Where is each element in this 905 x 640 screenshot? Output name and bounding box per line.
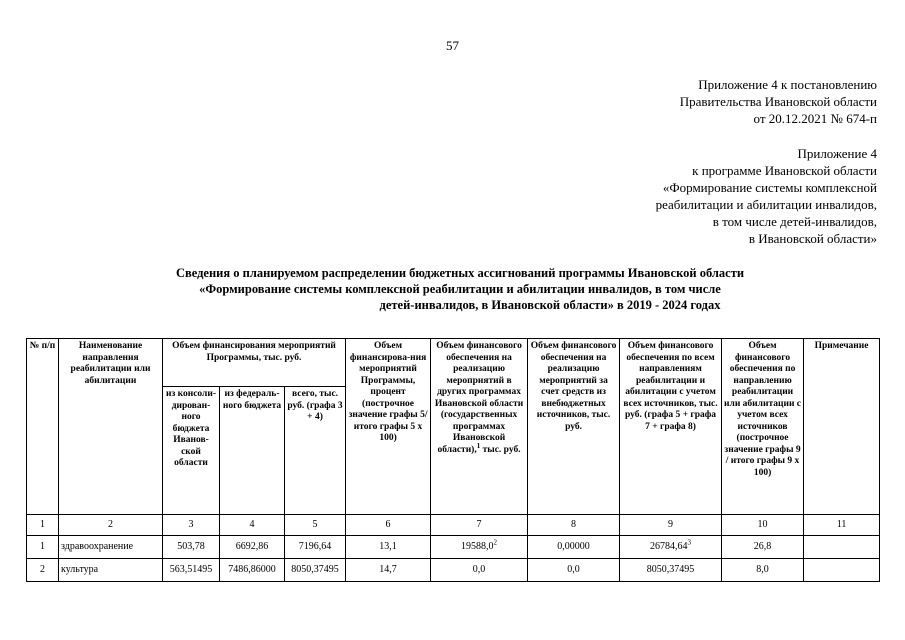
row-other-value: 19588,0: [461, 541, 494, 553]
appendix-decree-block: [680, 76, 877, 127]
row-percent: 13,1: [346, 536, 431, 559]
row-offbudget: 0,00000: [528, 536, 620, 559]
column-number: 5: [285, 515, 346, 536]
row-note: [804, 536, 880, 559]
row-note: [804, 559, 880, 582]
column-number: 9: [620, 515, 722, 536]
budget-allocation-table: [26, 338, 880, 582]
appendix-program-line: в том числе детей-инвалидов,: [712, 214, 877, 229]
row-regional: 503,78: [163, 536, 220, 559]
column-number: 6: [346, 515, 431, 536]
header-funding-group: Объем финансирования мероприятий Программы, тыс. руб.: [163, 339, 346, 387]
header-direction: Наименование направления реабилитации или абилитации: [59, 339, 163, 515]
footnote-marker: 3: [687, 538, 692, 547]
page-number: 57: [446, 38, 459, 53]
column-number: 10: [722, 515, 804, 536]
row-other-programs: [431, 536, 528, 559]
column-number: 7: [431, 515, 528, 536]
header-note: Примечание: [804, 339, 880, 515]
header-federal: из федераль-ного бюджета: [220, 387, 285, 515]
row-regional: 563,51495: [163, 559, 220, 582]
appendix-program-block: [656, 145, 877, 247]
column-number-row: [27, 515, 880, 536]
table-row: [27, 559, 880, 582]
row-percent: 14,7: [346, 559, 431, 582]
header-other-programs-text: Объем финансового обеспечения на реализацию мероприятий в других программах Ивановской области (государственных программах Ивановской области),: [434, 341, 524, 455]
header-other-programs-unit: тыс. руб.: [480, 444, 521, 455]
title-line: Сведения о планируемом распределении бюджетных ассигнований программы Ивановской области: [175, 266, 745, 280]
row-federal: 6692,86: [220, 536, 285, 559]
title-line: «Формирование системы комплексной реабилитации и абилитации инвалидов, в том числе: [199, 282, 721, 296]
column-number: 11: [804, 515, 880, 536]
appendix-program-line: «Формирование системы комплексной: [662, 180, 877, 195]
row-direction-name: культура: [59, 559, 163, 582]
row-all-value: 8050,37495: [646, 564, 695, 576]
column-number: 4: [220, 515, 285, 536]
row-all-value: 26784,64: [650, 541, 688, 553]
appendix-program-line: реабилитации и абилитации инвалидов,: [655, 197, 877, 212]
column-number: 2: [59, 515, 163, 536]
row-all-directions: [620, 559, 722, 582]
appendix-program-line: к программе Ивановской области: [692, 163, 877, 178]
column-number: 1: [27, 515, 59, 536]
header-direction-share: Объем финансового обеспечения по направлению реабилитации или абилитации с учетом всех источников (построчное значение графы 9 / итого графы 9 х 100): [722, 339, 804, 515]
title-line: детей-инвалидов, в Ивановской области» в 2019 - 2024 годах: [379, 298, 721, 312]
row-other-programs: [431, 559, 528, 582]
row-all-directions: [620, 536, 722, 559]
row-total: 8050,37495: [285, 559, 346, 582]
column-number: 3: [163, 515, 220, 536]
row-other-value: 0,0: [472, 564, 486, 576]
row-total: 7196,64: [285, 536, 346, 559]
appendix-program-line: в Ивановской области»: [748, 231, 877, 246]
row-direction-name: здравоохранение: [59, 536, 163, 559]
footnote-marker: 1: [476, 441, 481, 450]
row-num: 1: [27, 536, 59, 559]
appendix-decree-line: Приложение 4 к постановлению: [698, 77, 877, 92]
appendix-decree-line: Правительства Ивановской области: [679, 94, 877, 109]
column-number: 8: [528, 515, 620, 536]
table-row: [27, 536, 880, 559]
header-percent: Объем финансирова-ния мероприятий Программы, процент (построчное значение графы 5/итого графы 5 х 100): [346, 339, 431, 515]
footnote-marker: 2: [493, 538, 498, 547]
header-offbudget: Объем финансового обеспечения на реализацию мероприятий за счет средств из внебюджетных источников, тыс. руб.: [528, 339, 620, 515]
header-other-programs: [431, 339, 528, 515]
appendix-decree-line: от 20.12.2021 № 674-п: [753, 111, 877, 126]
row-offbudget: 0,0: [528, 559, 620, 582]
row-share: 26,8: [722, 536, 804, 559]
header-num: № п/п: [27, 339, 59, 515]
document-title: [90, 265, 830, 313]
appendix-program-line: Приложение 4: [797, 146, 877, 161]
row-federal: 7486,86000: [220, 559, 285, 582]
header-total: всего, тыс. руб. (графа 3 + 4): [285, 387, 346, 515]
header-all-directions: Объем финансового обеспечения по всем направлениям реабилитации и абилитации с учетом всех источников, тыс. руб. (графа 5 + графа 7 + графа 8): [620, 339, 722, 515]
row-share: 8,0: [722, 559, 804, 582]
row-num: 2: [27, 559, 59, 582]
header-regional: из консоли-дирован-ного бюджета Иванов-ской области: [163, 387, 220, 515]
